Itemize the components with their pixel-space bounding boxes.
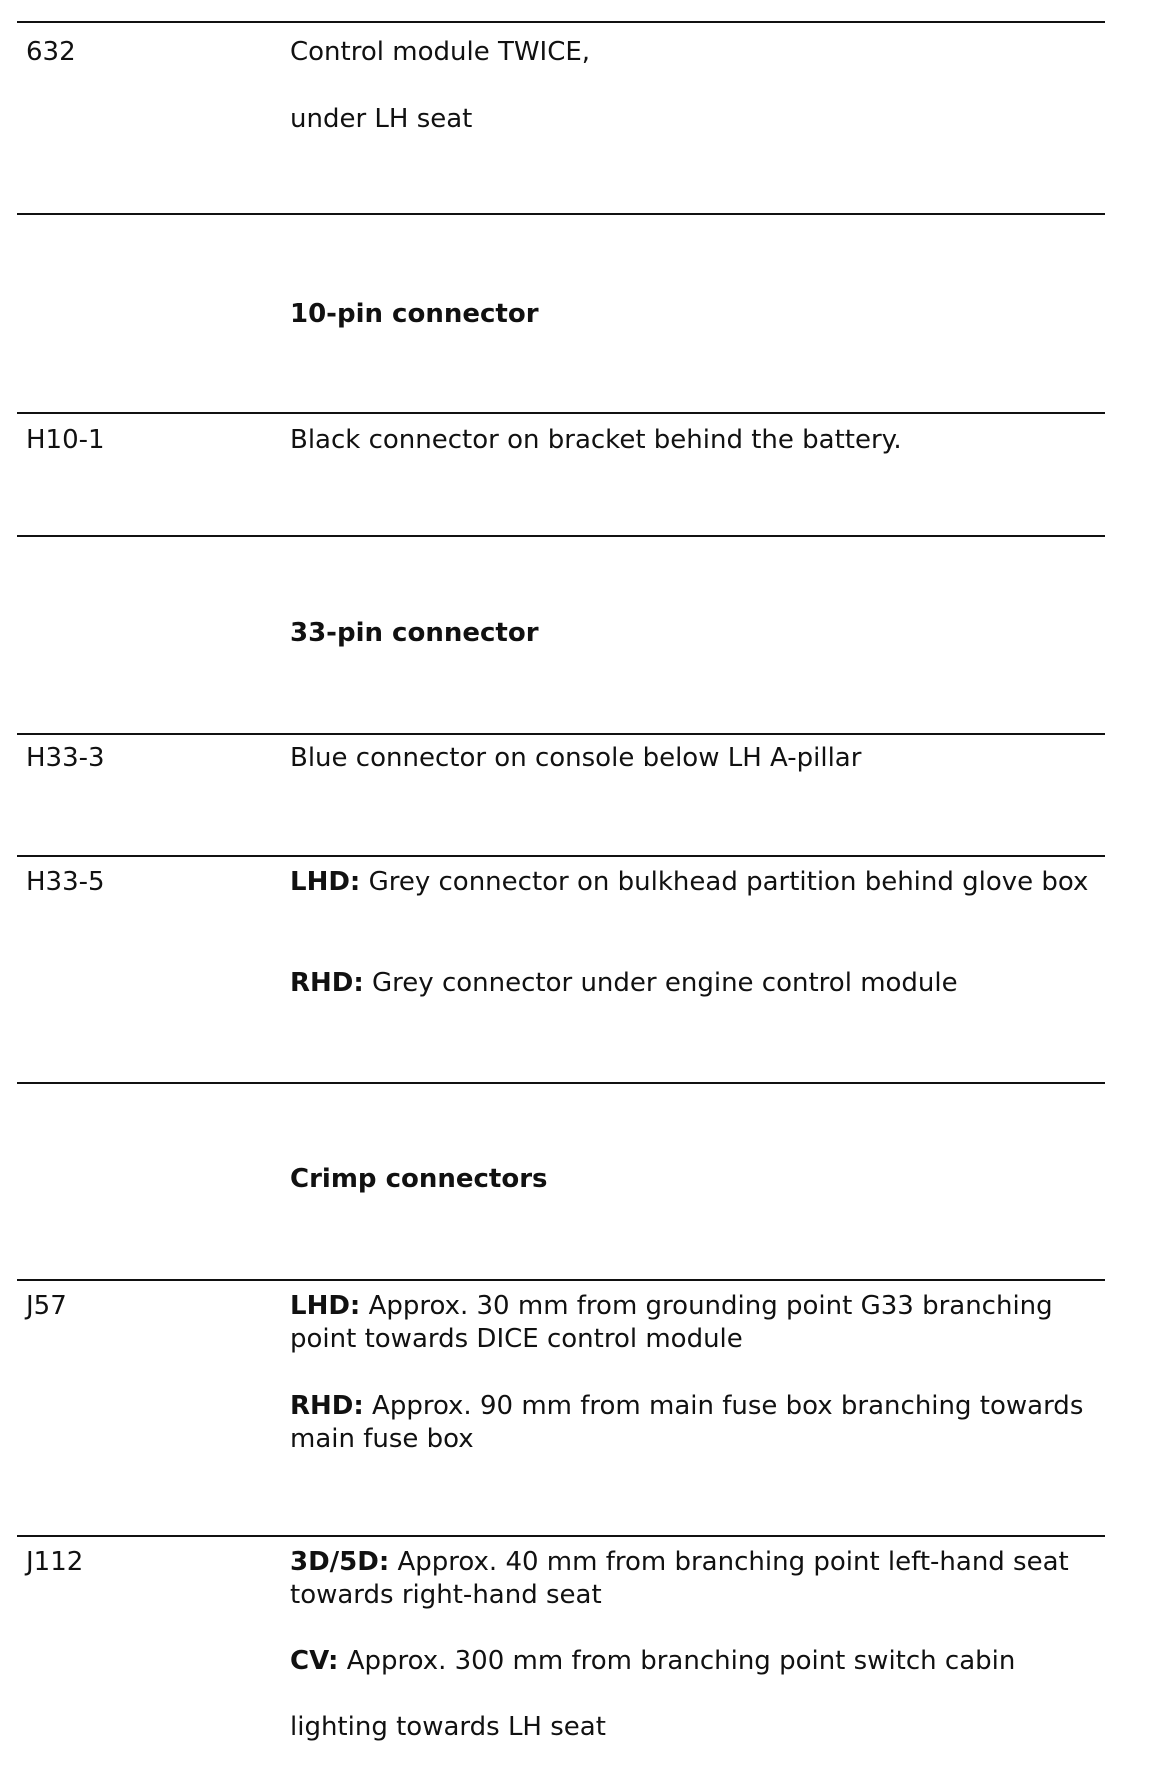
component-code: J112: [26, 1547, 84, 1577]
component-code: H10-1: [26, 425, 105, 455]
component-description: [290, 1390, 1100, 1456]
description-text: Approx. 40 mm from branching point left-hand seat towards right-hand seat: [290, 1547, 1069, 1610]
section-heading: 10-pin connector: [290, 299, 539, 329]
section-heading: 33-pin connector: [290, 618, 539, 648]
row-divider: [17, 21, 1105, 23]
component-description: [290, 1645, 1100, 1678]
component-description: [290, 103, 1100, 136]
row-divider: [17, 1279, 1105, 1281]
variant-label: RHD:: [290, 968, 364, 998]
component-code: 632: [26, 37, 76, 67]
component-description: [290, 1290, 1100, 1356]
row-divider: [17, 855, 1105, 857]
component-description: [290, 866, 1100, 899]
component-code: J57: [26, 1291, 67, 1321]
description-text: Grey connector under engine control module: [363, 968, 958, 998]
variant-label: RHD:: [290, 1391, 364, 1421]
component-description: [290, 36, 1100, 69]
row-divider: [17, 1082, 1105, 1084]
variant-label: 3D/5D:: [290, 1547, 390, 1577]
description-text: under LH seat: [290, 104, 473, 134]
description-text: Black connector on bracket behind the battery.: [290, 425, 902, 455]
description-text: Grey connector on bulkhead partition behind glove box: [360, 867, 1089, 897]
component-code: H33-5: [26, 867, 105, 897]
description-text: Approx. 300 mm from branching point switch cabin: [338, 1646, 1016, 1676]
description-text: Blue connector on console below LH A-pillar: [290, 743, 862, 773]
component-description: [290, 1546, 1100, 1612]
component-description: [290, 742, 1100, 775]
description-text: Approx. 30 mm from grounding point G33 branching point towards DICE control module: [290, 1291, 1053, 1354]
variant-label: CV:: [290, 1646, 339, 1676]
row-divider: [17, 1535, 1105, 1537]
row-divider: [17, 213, 1105, 215]
component-code: H33-3: [26, 743, 105, 773]
component-description: [290, 1711, 1100, 1744]
component-description: [290, 967, 1100, 1000]
variant-label: LHD:: [290, 1291, 361, 1321]
description-text: Control module TWICE,: [290, 37, 591, 67]
row-divider: [17, 733, 1105, 735]
row-divider: [17, 412, 1105, 414]
component-description: [290, 424, 1100, 457]
description-text: Approx. 90 mm from main fuse box branching towards main fuse box: [290, 1391, 1084, 1454]
row-divider: [17, 535, 1105, 537]
variant-label: LHD:: [290, 867, 361, 897]
section-heading: Crimp connectors: [290, 1164, 548, 1194]
description-text: lighting towards LH seat: [290, 1712, 606, 1742]
